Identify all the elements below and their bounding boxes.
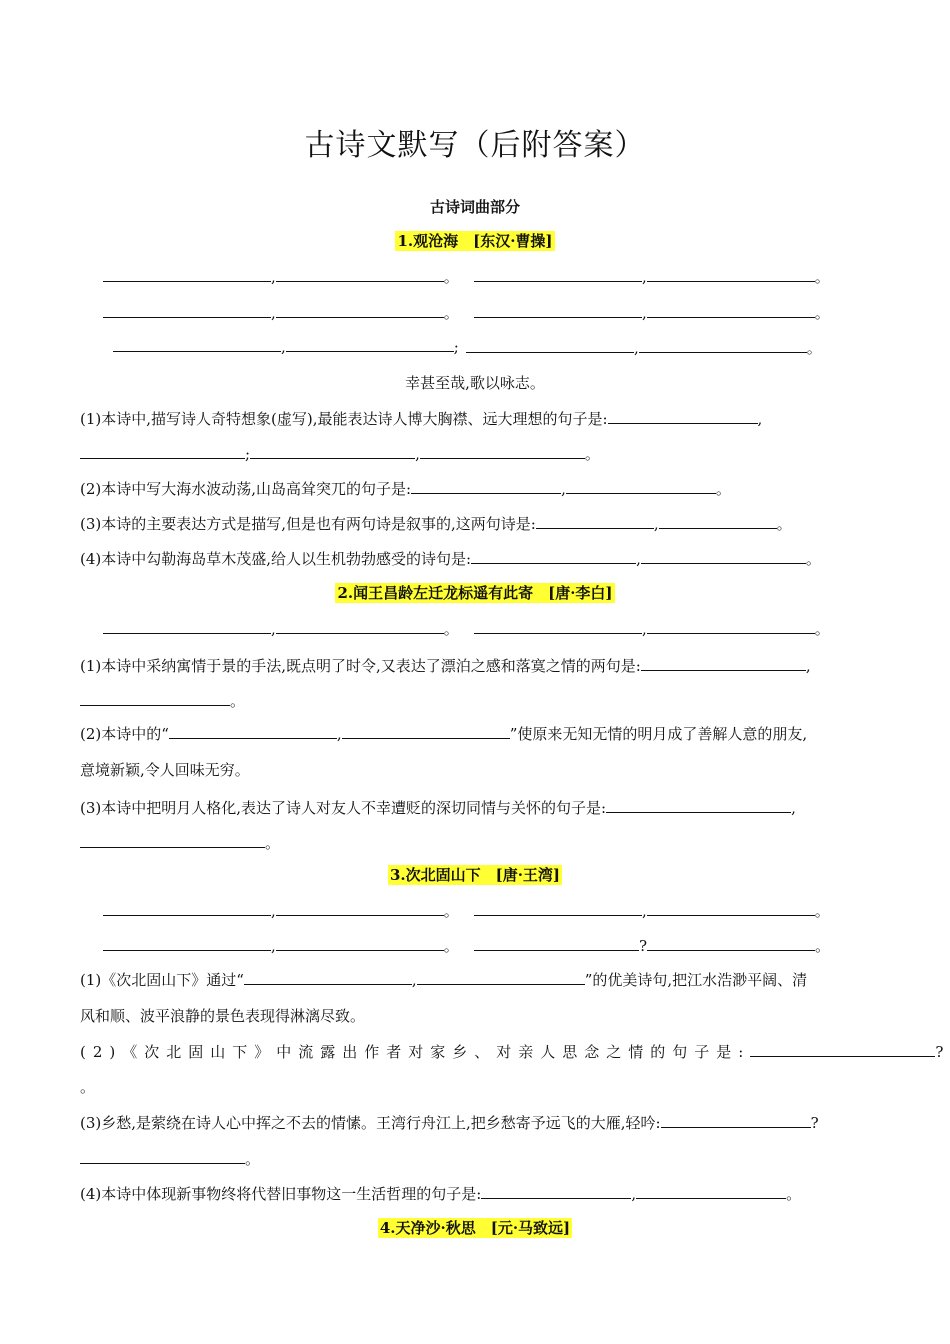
blank[interactable] (481, 1184, 631, 1199)
blank[interactable] (641, 656, 806, 671)
poem3-line-1: , 。 (103, 900, 459, 921)
poem2-question-1: (1)本诗中采纳寓情于景的手法,既点明了时令,又表达了漂泊之感和落寞之情的两句是: , (80, 657, 811, 675)
poem2-question-3: (3)本诗中把明月人格化,表达了诗人对友人不幸遭贬的深切同情与关怀的句子是: , (80, 799, 796, 817)
blank[interactable] (474, 267, 642, 282)
blank[interactable] (244, 970, 412, 985)
blank[interactable] (647, 619, 815, 634)
poem1-question-1: (1)本诗中,描写诗人奇特想象(虚写),最能表达诗人博大胸襟、远大理想的句子是: , (80, 410, 763, 428)
blank[interactable] (250, 444, 415, 459)
blank[interactable] (103, 303, 271, 318)
blank[interactable] (276, 936, 444, 951)
blank[interactable] (647, 303, 815, 318)
poem2-question-2-cont: 意境新颖,令人回味无穷。 (80, 761, 250, 779)
poem3-line-3: , 。 (103, 935, 459, 956)
poem3-question-3: (3)乡愁,是萦绕在诗人心中挥之不去的情愫。王湾行舟江上,把乡愁寄予远飞的大雁,轻吟: ? (80, 1114, 819, 1132)
poem3-question-1-cont: 风和顺、波平浪静的景色表现得淋漓尽致。 (80, 1007, 366, 1025)
blank[interactable] (750, 1042, 935, 1057)
blank[interactable] (420, 444, 585, 459)
blank[interactable] (103, 901, 271, 916)
blank[interactable] (641, 549, 806, 564)
blank[interactable] (471, 549, 636, 564)
blank[interactable] (103, 936, 271, 951)
poem2-question-1-cont: 。 (80, 690, 245, 711)
blank[interactable] (80, 833, 265, 848)
blank[interactable] (103, 619, 271, 634)
poem-heading-4: 4.天净沙·秋思 [元·马致远] (379, 1219, 571, 1237)
blank[interactable] (276, 267, 444, 282)
blank[interactable] (536, 514, 654, 529)
poem-heading-3: 3.次北固山下 [唐·王湾] (389, 866, 561, 884)
poem2-line-1: , 。 (103, 618, 459, 639)
poem3-question-1: (1)《次北固山下》通过“ , ”的优美诗句,把江水浩渺平阔、清 (80, 971, 808, 989)
poem3-line-4: ? 。 (474, 935, 830, 956)
page-title: 古诗文默写（后附答案） (304, 128, 646, 163)
poem-heading-2: 2.闻王昌龄左迁龙标遥有此寄 [唐·李白] (337, 584, 613, 602)
poem1-question-2: (2)本诗中写大海水波动荡,山岛高耸突兀的句子是: , 。 (80, 480, 731, 498)
poem1-line-2: , 。 (474, 266, 830, 287)
blank[interactable] (276, 901, 444, 916)
blank[interactable] (659, 514, 777, 529)
blank[interactable] (647, 267, 815, 282)
blank[interactable] (647, 936, 815, 951)
poem3-line-2: , 。 (474, 900, 830, 921)
blank[interactable] (411, 479, 561, 494)
poem1-line-1: , 。 (103, 266, 459, 287)
poem1-question-3: (3)本诗的主要表达方式是描写,但是也有两句诗是叙事的,这两句诗是: , 。 (80, 515, 792, 533)
poem3-question-2-cont: 。 (80, 1078, 96, 1096)
blank[interactable] (639, 338, 807, 353)
poem1-line-3: , 。 (103, 302, 459, 323)
poem1-question-1-cont: ; , 。 (80, 443, 600, 464)
blank[interactable] (276, 303, 444, 318)
blank[interactable] (474, 303, 642, 318)
blank[interactable] (286, 337, 454, 352)
poem-heading-1: 1.观沧海 [东汉·曹操] (397, 232, 553, 250)
blank[interactable] (80, 444, 245, 459)
blank[interactable] (608, 409, 758, 424)
poem1-ending: 幸甚至哉,歌以咏志。 (405, 374, 545, 392)
blank[interactable] (417, 970, 585, 985)
blank[interactable] (276, 619, 444, 634)
blank[interactable] (474, 619, 642, 634)
blank[interactable] (80, 1149, 245, 1164)
poem1-line-4: , 。 (474, 302, 830, 323)
blank[interactable] (474, 936, 639, 951)
poem3-question-3-cont: 。 (80, 1148, 260, 1169)
poem2-question-2: (2)本诗中的“ , ”使原来无知无情的明月成了善解人意的朋友, (80, 725, 808, 743)
blank[interactable] (169, 724, 337, 739)
blank[interactable] (636, 1184, 786, 1199)
poem1-question-4: (4)本诗中勾勒海岛草木茂盛,给人以生机勃勃感受的诗句是: , 。 (80, 550, 821, 568)
poem1-line-5: , ; (113, 337, 459, 356)
blank[interactable] (566, 479, 716, 494)
blank[interactable] (647, 901, 815, 916)
blank[interactable] (661, 1113, 811, 1128)
poem3-question-2: (2)《次北固山下》中流露出作者对家乡、对亲人思念之情的句子是: ? (80, 1043, 944, 1061)
blank[interactable] (113, 337, 281, 352)
blank[interactable] (342, 724, 510, 739)
section-title: 古诗词曲部分 (429, 198, 520, 216)
blank[interactable] (474, 901, 642, 916)
blank[interactable] (466, 338, 634, 353)
blank[interactable] (103, 267, 271, 282)
poem2-question-3-cont: 。 (80, 832, 280, 853)
blank[interactable] (606, 798, 791, 813)
blank[interactable] (80, 691, 230, 706)
poem1-line-6: , 。 (466, 337, 822, 358)
poem3-question-4: (4)本诗中体现新事物终将代替旧事物这一生活哲理的句子是: , 。 (80, 1185, 802, 1203)
poem2-line-2: , 。 (474, 618, 830, 639)
